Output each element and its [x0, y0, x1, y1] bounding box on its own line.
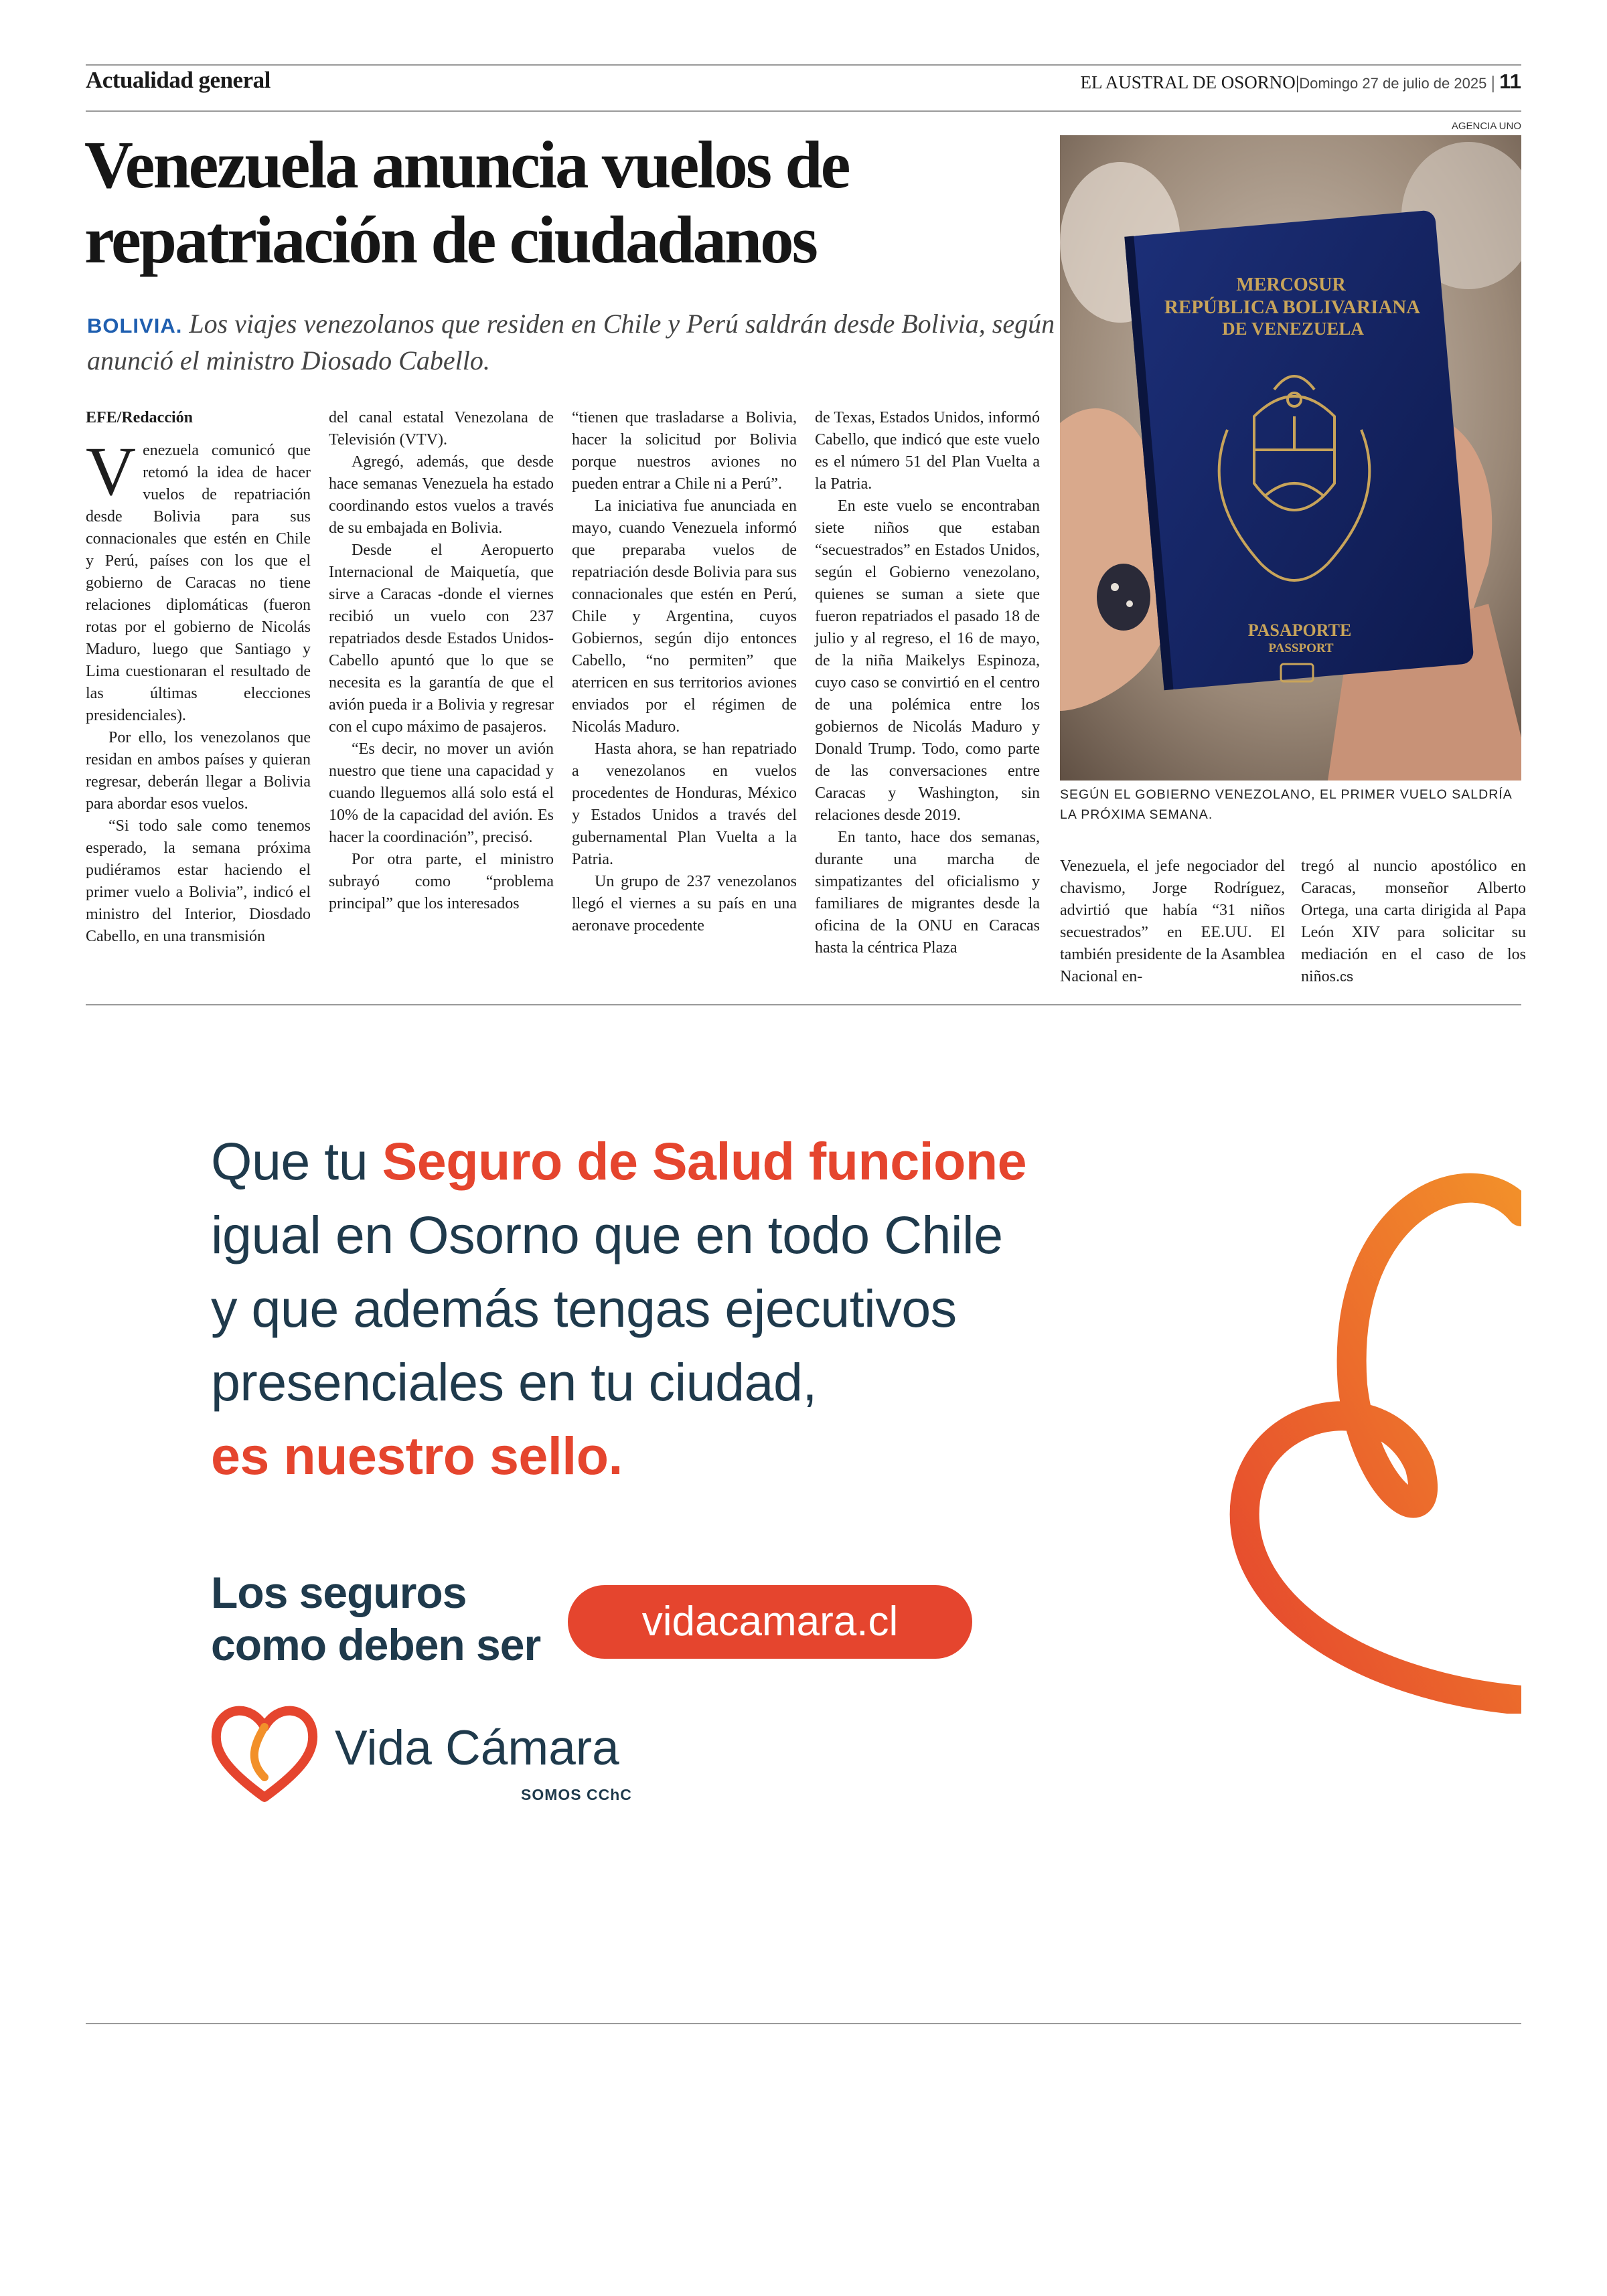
brand-name: Vida Cámara [335, 1721, 619, 1775]
passport-line-3: DE VENEZUELA [1222, 319, 1364, 339]
publication-info: EL AUSTRAL DE OSORNO|Domingo 27 de julio de 2025 | 11 [1080, 70, 1521, 93]
column-3-paragraph: La iniciativa fue anunciada en mayo, cuando Venezuela informó que preparaba vuelos de repatriación desde Bolivia para sus connacionales que estén en Perú, Chile y Argentina, cuyos Gobiernos, según dijo entonces Cabello, “no permiten” que aterricen en sus territorios aviones enviados por el régimen de Nicolás Maduro. [572, 497, 797, 736]
headline-line-2: repatriación de ciudadanos [84, 202, 816, 277]
passport-line-1: MERCOSUR [1236, 274, 1346, 295]
passport-line-4: PASAPORTE [1247, 621, 1352, 640]
article-column-6 [1301, 855, 1526, 989]
column-2-paragraph: Agregó, además, que desde hace semanas Venezuela ha estado coordinando estos vuelos a través de su embajada en Bolivia. [329, 453, 554, 537]
article-column-4 [815, 407, 1040, 959]
header-top-rule [86, 64, 1521, 66]
brand-subtitle: SOMOS CChC [521, 1786, 632, 1803]
column-2-paragraph: del canal estatal Venezolana de Televisión (VTV). [329, 409, 554, 448]
article-bottom-rule [86, 1004, 1521, 1005]
column-2-paragraph: Desde el Aeropuerto Internacional de Maiquetía, que sirve a Caracas -donde el viernes recibió un vuelo con 237 repatriados desde Estados Unidos- Cabello apuntó que lo que se necesita es la garantía de que el avión pueda ir a Bolivia y regresar con el cupo máximo de pasajeros. [329, 542, 554, 736]
ad-line-2: igual en Osorno que en todo Chile [211, 1205, 1003, 1264]
article-lead [87, 307, 1065, 378]
header-bottom-rule [86, 110, 1521, 112]
article-column-3 [572, 407, 797, 937]
column-1-paragraph: Por ello, los venezolanos que residan en ambos países y quieran regresar, deberán llegar a Bolivia para abordar esos vuelos. [86, 729, 311, 813]
page-bottom-rule [86, 2023, 1521, 2024]
column-1-paragraph: Venezuela comunicó que retomó la idea de hacer vuelos de repatriación desde Bolivia para sus connacionales que estén en Chile y Perú, países con los que el gobierno de Caracas no tiene relaciones diplomáticas (fueron rotas por el gobierno de Nicolás Maduro, luego que Santiago y Lima cuestionaran el resultado de las últimas elecciones presidenciales). [86, 433, 311, 724]
end-mark-icon: cs [1340, 970, 1354, 985]
page-number: 11 [1499, 70, 1521, 93]
column-3-paragraph: “tienen que trasladarse a Bolivia, hacer la solicitud por Bolivia porque nuestros aviones no pueden entrar a Chile ni a Perú”. [572, 409, 797, 493]
passport-line-2: REPÚBLICA BOLIVARIANA [1164, 297, 1421, 318]
lead-kicker: BOLIVIA. [87, 314, 183, 337]
lead-text: Los viajes venezolanos que residen en Chile y Perú saldrán desde Bolivia, según anunció el ministro Diosado Cabello. [87, 309, 1055, 376]
ad-line-1: Que tu Seguro de Salud funcione [211, 1131, 1027, 1191]
passport-line-5: PASSPORT [1268, 641, 1334, 655]
ad-line-3: y que además tengas ejecutivos [211, 1279, 957, 1338]
section-label: Actualidad general [86, 67, 271, 93]
publication-date: Domingo 27 de julio de 2025 [1299, 75, 1487, 92]
swirl-graphic [1219, 1071, 1521, 1714]
column-5-paragraph: Venezuela, el jefe negociador del chavismo, Jorge Rodríguez, advirtió que había “31 niños secuestrados” en EE.UU. El también presidente de la Asamblea Nacional en- [1060, 857, 1285, 985]
article-headline [84, 127, 1049, 277]
article-column-5 [1060, 855, 1285, 988]
ad-line-5: es nuestro sello. [211, 1426, 623, 1485]
passport-photo [1060, 135, 1521, 781]
publication-name: EL AUSTRAL DE OSORNO [1080, 72, 1296, 92]
column-3-paragraph: Un grupo de 237 venezolanos llegó el viernes a su país en una aeronave procedente [572, 873, 797, 934]
column-2-paragraph: Por otra parte, el ministro subrayó como “problema principal” que los interesados [329, 851, 554, 912]
passport-illustration [1060, 135, 1521, 781]
headline-line-1: Venezuela anuncia vuelos de [84, 127, 849, 202]
ad-tagline: Los seguros como deben ser [211, 1568, 541, 1669]
byline: EFE/Redacción [86, 409, 193, 426]
column-4-paragraph: de Texas, Estados Unidos, informó Cabello, que indicó que este vuelo es el número 51 del Plan Vuelta a la Patria. [815, 409, 1040, 493]
ad-highlight: Seguro de Salud funcione [382, 1131, 1027, 1191]
article-column-2 [329, 407, 554, 915]
column-2-paragraph: “Es decir, no mover un avión nuestro que tiene una capacidad y cuando lleguemos allá solo está el 10% de la capacidad del avión. Es hacer la coordinación”, precisó. [329, 740, 554, 846]
photo-caption: SEGÚN EL GOBIERNO VENEZOLANO, EL PRIMER VUELO SALDRÍA LA PRÓXIMA SEMANA. [1060, 787, 1512, 822]
drop-cap: V [86, 433, 137, 510]
column-3-paragraph: Hasta ahora, se han repatriado a venezolanos en vuelos procedentes de Honduras, México y Estados Unidos a través del gubernamental Plan Vuelta a la Patria. [572, 740, 797, 868]
photo-credit: AGENCIA UNO [1451, 120, 1521, 132]
column-1-paragraph: “Si todo sale como tenemos esperado, la semana próxima pudiéramos estar haciendo el primer vuelo a Bolivia”, indicó el ministro del Interior, Diosdado Cabello, en una transmisión [86, 817, 311, 945]
article-column-1 [86, 407, 311, 948]
column-4-paragraph: En tanto, hace dos semanas, durante una marcha de simpatizantes del oficialismo y familiares de migrantes desde la oficina de la ONU en Caracas hasta la céntrica Plaza [815, 829, 1040, 957]
heart-logo-icon [208, 1697, 321, 1804]
column-4-paragraph: En este vuelo se encontraban siete niños que estaban “secuestrados” en Estados Unidos, según el Gobierno venezolano, quienes se suman a siete que fueron repatriados el pasado 18 de julio y al regreso, el 16 de mayo, de la niña Maikelys Espinoza, cuyo caso se convirtió en el centro de una polémica entre los gobiernos de Nicolás Maduro y Donald Trump. Todo, como parte de las conversaciones entre Caracas y Washington, sin relaciones desde 2019. [815, 497, 1040, 824]
ad-line-4: presenciales en tu ciudad, [211, 1352, 817, 1412]
column-6-paragraph: tregó al nuncio apostólico en Caracas, monseñor Alberto Ortega, una carta dirigida al Papa León XIV para solicitar su mediación en el caso de los niños.cs [1301, 857, 1526, 985]
ad-url-button[interactable]: vidacamara.cl [568, 1585, 972, 1659]
